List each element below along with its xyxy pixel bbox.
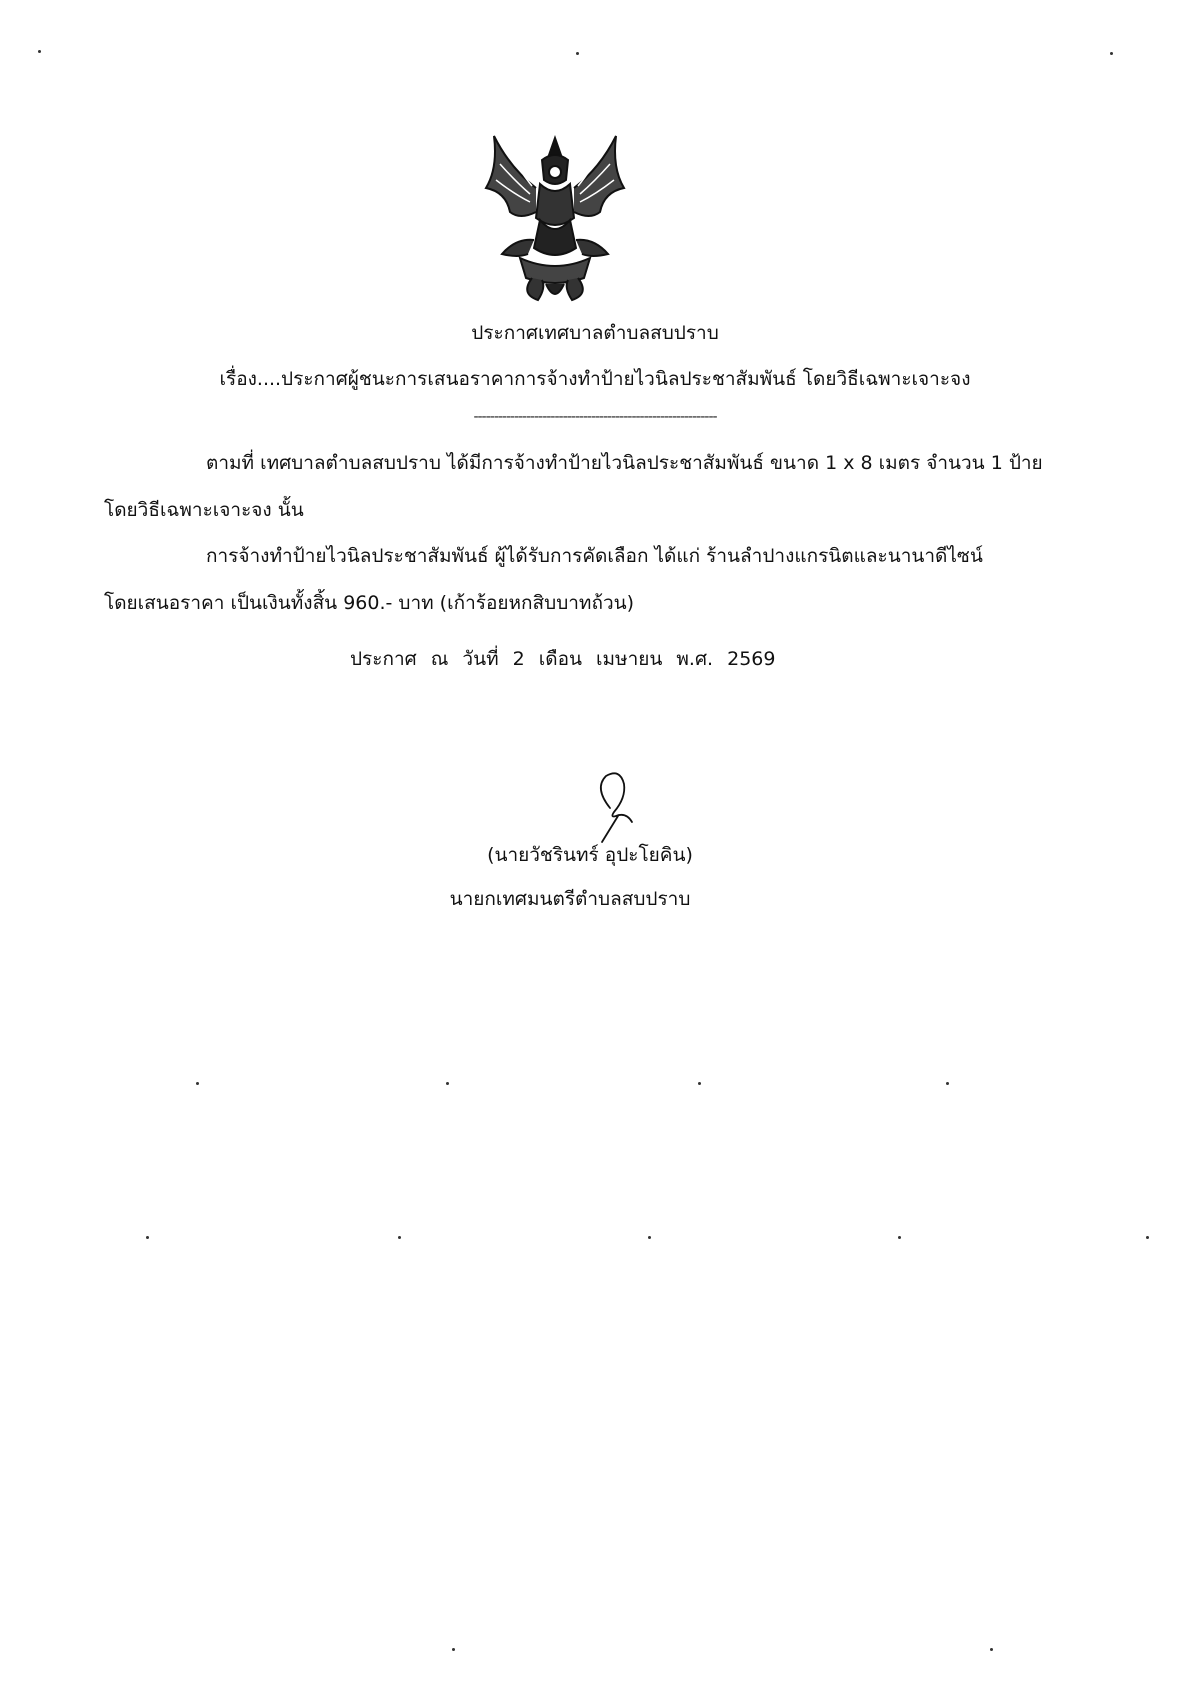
scan-speck — [698, 1082, 701, 1085]
paragraph-2-line-1: การจ้างทำป้ายไวนิลประชาสัมพันธ์ ผู้ได้รับการคัดเลือก ได้แก่ ร้านลำปางแกรนิตและนานาดีไซน์ — [206, 545, 983, 567]
scan-speck — [1110, 52, 1113, 55]
document-subject: เรื่อง....ประกาศผู้ชนะการเสนอราคาการจ้างทำป้ายไวนิลประชาสัมพันธ์ โดยวิธีเฉพาะเจาะจง — [219, 368, 971, 390]
scan-speck — [946, 1082, 949, 1085]
scan-speck — [576, 52, 579, 55]
scan-speck — [196, 1082, 199, 1085]
divider-rule: ------------------------------------------------------------ — [473, 409, 717, 425]
signer-position: นายกเทศมนตรีตำบลสบปราบ — [449, 888, 691, 910]
scan-speck — [898, 1236, 901, 1239]
signer-name: (นายวัชรินทร์ อุปะโยคิน) — [487, 844, 693, 866]
document-title: ประกาศเทศบาลตำบลสบปราบ — [471, 322, 719, 344]
paragraph-1-line-2: โดยวิธีเฉพาะเจาะจง นั้น — [104, 499, 304, 521]
paragraph-1-line-1: ตามที่ เทศบาลตำบลสบปราบ ได้มีการจ้างทำป้ายไวนิลประชาสัมพันธ์ ขนาด 1 x 8 เมตร จำนวน 1 ป้าย — [206, 452, 1043, 474]
scan-speck — [38, 50, 41, 53]
scan-speck — [1146, 1236, 1149, 1239]
scan-speck — [990, 1648, 993, 1651]
signature-icon — [580, 768, 650, 848]
scan-speck — [446, 1082, 449, 1085]
garuda-emblem-icon — [480, 128, 630, 306]
paragraph-2-line-2: โดยเสนอราคา เป็นเงินทั้งสิ้น 960.- บาท (เก้าร้อยหกสิบบาทถ้วน) — [104, 592, 635, 614]
scan-speck — [146, 1236, 149, 1239]
scan-speck — [452, 1648, 455, 1651]
scan-speck — [648, 1236, 651, 1239]
scan-speck — [398, 1236, 401, 1239]
announcement-date: ประกาศ ณ วันที่ 2 เดือน เมษายน พ.ศ. 2569 — [350, 648, 776, 670]
